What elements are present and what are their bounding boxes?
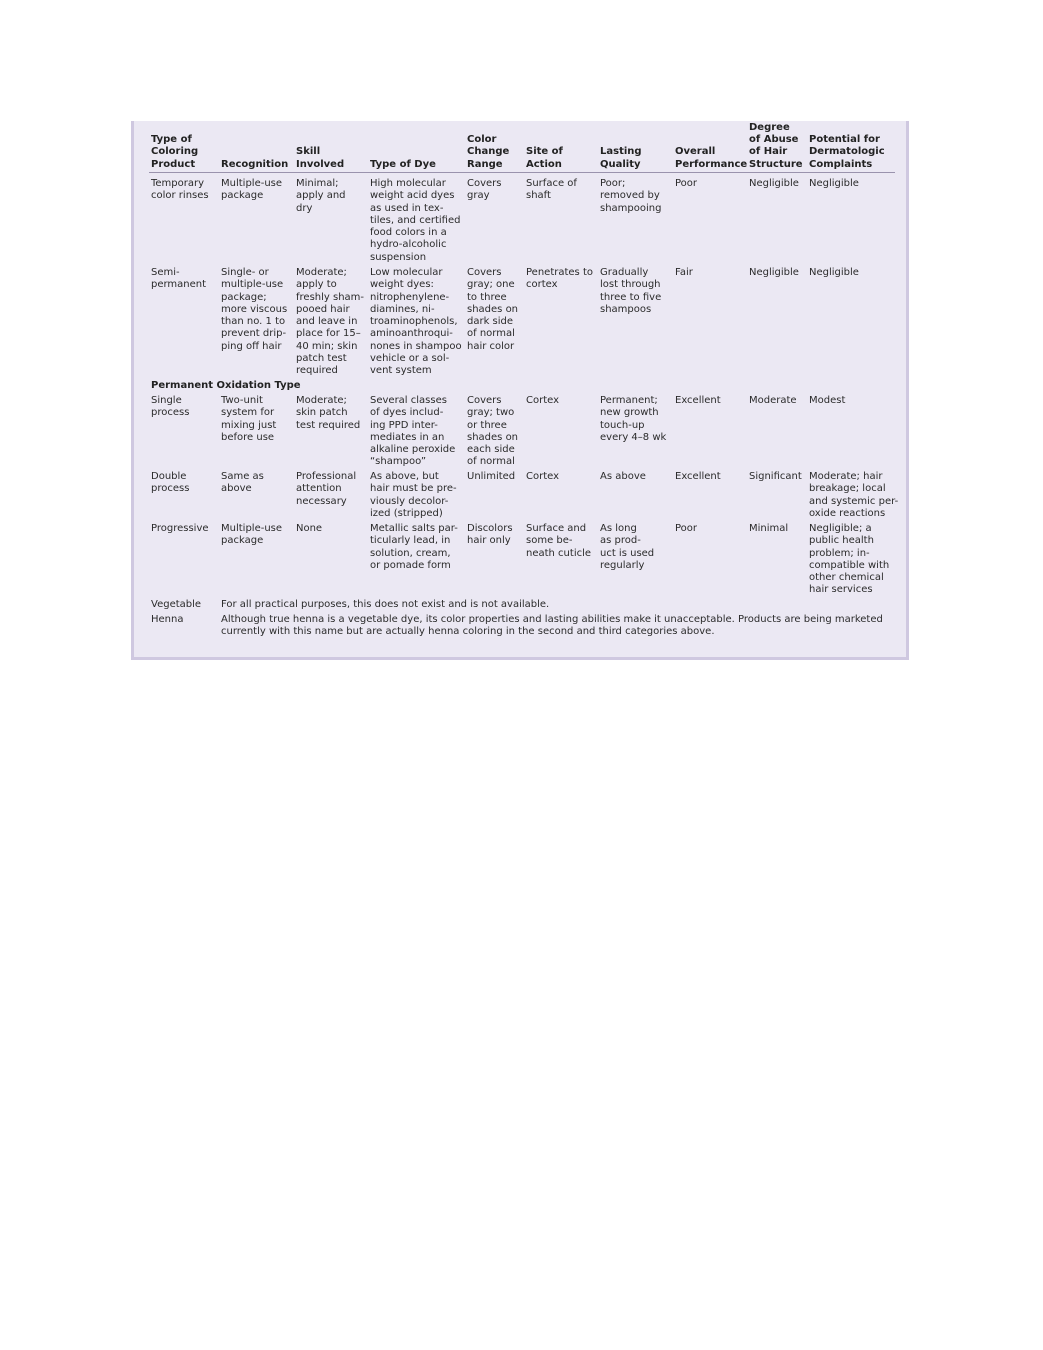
table-cell: Surface and some be- neath cuticle	[526, 523, 592, 559]
col-header-performance: Overall Performance	[675, 146, 748, 170]
col-header-color-range: Color Change Range	[467, 134, 510, 170]
table-cell: Gradually lost through three to five shampoos	[600, 267, 662, 315]
col-header-recognition: Recognition	[221, 158, 289, 170]
table-cell: Single- or multiple-use package; more viscous than no. 1 to prevent drip- ping off hair	[221, 267, 288, 352]
table-cell: Negligible	[809, 267, 859, 278]
table-cell: Moderate; skin patch test required	[296, 395, 361, 431]
table-cell: Permanent; new growth touch-up every 4–8 wk	[600, 395, 667, 443]
col-header-dermatologic: Potential for Dermatologic Complaints	[809, 134, 885, 170]
table-cell: Low molecular weight dyes: nitrophenylene- diamines, ni- troaminophenols, aminoanthroqui- nones in shampoo vehicle or a sol- vent system	[370, 267, 462, 377]
col-header-type: Type of Coloring Product	[151, 134, 199, 170]
col-header-skill: Skill Involved	[296, 146, 345, 170]
table-cell: High molecular weight acid dyes as used in tex- tiles, and certified food colors in a hydro-alcoholic suspension	[370, 178, 461, 263]
table-cell: Negligible	[749, 178, 799, 189]
table-cell: Discolors hair only	[467, 523, 513, 547]
table-cell: Surface of shaft	[526, 178, 577, 202]
col-header-dye: Type of Dye	[370, 158, 436, 170]
table-cell: Penetrates to cortex	[526, 267, 593, 291]
table-cell: Covers gray; two or three shades on each side of normal	[467, 395, 519, 468]
table-cell: Multiple-use package	[221, 523, 283, 547]
table-cell: Modest	[809, 395, 846, 406]
table-cell: Two-unit system for mixing just before use	[221, 395, 277, 443]
table-cell: Moderate	[749, 395, 797, 406]
table-cell: Single process	[151, 395, 190, 419]
table-cell: Poor	[675, 178, 698, 189]
col-header-site: Site of Action	[526, 146, 563, 170]
table-cell: Several classes of dyes includ- ing PPD inter- mediates in an alkaline peroxide “shampoo”	[370, 395, 456, 468]
col-header-abuse: Degree of Abuse of Hair Structure	[749, 121, 803, 170]
table-cell: Negligible; a public health problem; in- compatible with other chemical hair services	[809, 523, 890, 596]
table-cell: Covers gray; one to three shades on dark side of normal hair color	[467, 267, 519, 352]
table-cell: Negligible	[809, 178, 859, 189]
table-cell: Metallic salts par- ticularly lead, in solution, cream, or pomade form	[370, 523, 458, 571]
note-text-vegetable: For all practical purposes, this does not exist and is not available.	[221, 599, 550, 610]
table-cell: None	[296, 523, 323, 534]
table-cell: Cortex	[526, 395, 560, 406]
table-cell: Semi- permanent	[151, 267, 207, 291]
table-cell: Minimal	[749, 523, 789, 534]
table-cell: Moderate; hair breakage; local and systemic per- oxide reactions	[809, 471, 899, 519]
table-cell: Excellent	[675, 471, 721, 482]
table-cell: Temporary color rinses	[151, 178, 209, 202]
table-cell: Cortex	[526, 471, 560, 482]
section-subheading: Permanent Oxidation Type	[151, 380, 301, 391]
table-cell: Covers gray	[467, 178, 502, 202]
table-cell: Fair	[675, 267, 693, 278]
table-cell: As long as prod- uct is used regularly	[600, 523, 655, 571]
note-label-vegetable: Vegetable	[151, 599, 202, 610]
note-label-henna: Henna	[151, 614, 184, 625]
table-cell: Progressive	[151, 523, 209, 534]
table-cell: Negligible	[749, 267, 799, 278]
table-cell: Same as above	[221, 471, 264, 495]
table-cell: Poor	[675, 523, 698, 534]
table-cell: Significant	[749, 471, 802, 482]
table-cell: As above	[600, 471, 646, 482]
table-cell: Professional attention necessary	[296, 471, 357, 507]
table-cell: Unlimited	[467, 471, 516, 482]
table-cell: Moderate; apply to freshly sham- pooed hair and leave in place for 15– 40 min; skin patch test required	[296, 267, 365, 377]
header-rule	[149, 172, 895, 173]
note-text-henna: Although true henna is a vegetable dye, its color properties and lasting abilities make it unacceptable. Products are being marketed currently with this name but are actually henna coloring in the second and third categories above.	[221, 614, 883, 638]
table-cell: Double process	[151, 471, 190, 495]
col-header-lasting: Lasting Quality	[600, 146, 642, 170]
table-cell: As above, but hair must be pre- viously decolor- ized (stripped)	[370, 471, 457, 519]
table-cell: Excellent	[675, 395, 721, 406]
table-cell: Poor; removed by shampooing	[600, 178, 662, 214]
table-cell: Multiple-use package	[221, 178, 283, 202]
table-cell: Minimal; apply and dry	[296, 178, 346, 214]
